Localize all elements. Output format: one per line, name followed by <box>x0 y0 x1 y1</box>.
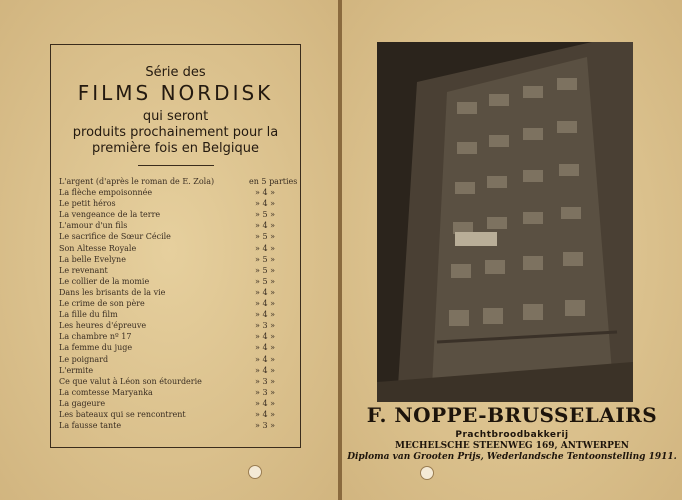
firm-diploma: Diploma van Grooten Prijs, Wederlandsche Tentoonstelling 1911. <box>347 452 677 462</box>
film-title: Les bateaux qui se rencontrent <box>59 409 186 419</box>
punch-hole <box>248 465 262 479</box>
film-title: L'ermite <box>59 365 94 375</box>
film-title: L'argent (d'après le roman de E. Zola) <box>59 177 215 186</box>
film-parts: » 3 » <box>255 387 275 397</box>
film-list <box>59 176 298 431</box>
film-parts: » 4 » <box>255 299 275 309</box>
film-row <box>59 420 295 431</box>
film-parts: » 4 » <box>255 243 275 253</box>
film-title: La chambre nº 17 <box>59 332 132 342</box>
film-title: Le revenant <box>59 265 108 275</box>
film-row <box>59 220 295 231</box>
film-parts: » 4 » <box>255 343 275 353</box>
film-row <box>59 376 295 387</box>
film-parts: » 4 » <box>255 365 275 375</box>
film-title: Ce que valut à Léon son étourderie <box>59 376 202 386</box>
bakery-building-photo <box>377 42 633 402</box>
film-parts: » 5 » <box>255 210 275 220</box>
film-title: La belle Evelyne <box>59 254 126 264</box>
film-row <box>59 409 295 420</box>
firm-name: F. NOPPE-BRUSSELAIRS <box>366 403 658 427</box>
left-page <box>0 0 338 500</box>
film-title: L'amour d'un fils <box>59 221 128 231</box>
film-row <box>59 342 295 353</box>
film-parts: » 4 » <box>255 409 275 419</box>
film-parts: » 5 » <box>255 276 275 286</box>
film-row <box>59 331 295 342</box>
film-title: La fausse tante <box>59 421 122 431</box>
film-parts: » 4 » <box>255 287 275 297</box>
film-title: Son Altesse Royale <box>59 243 137 253</box>
film-title: Les heures d'épreuve <box>59 321 147 331</box>
film-row <box>59 354 295 365</box>
film-parts: » 5 » <box>255 265 275 275</box>
film-title: Dans les brisants de la vie <box>59 287 166 297</box>
film-parts: » 5 » <box>255 254 275 264</box>
film-row <box>59 209 295 220</box>
film-title: La fille du film <box>59 310 118 320</box>
film-title: Le poignard <box>59 354 109 364</box>
film-title: La vengeance de la terre <box>59 210 161 220</box>
punch-hole <box>420 466 434 480</box>
film-parts: en 5 parties <box>249 177 298 186</box>
film-row <box>59 365 295 376</box>
film-list-frame <box>50 44 301 448</box>
film-title: Le sacrifice de Sœur Cécile <box>59 232 171 242</box>
building-illustration <box>377 42 633 402</box>
heading-line-2: produits prochainement pour la <box>72 125 279 140</box>
film-row <box>59 298 295 309</box>
film-parts: » 3 » <box>255 376 275 386</box>
film-parts: » 3 » <box>255 321 275 331</box>
film-title: La comtesse Maryanka <box>59 387 153 397</box>
film-parts: » 4 » <box>255 398 275 408</box>
film-row <box>59 320 295 331</box>
heading-films-nordisk: FILMS NORDISK <box>77 81 274 105</box>
film-row <box>59 287 295 298</box>
firm-address: MECHELSCHE STEENWEG 169, ANTWERPEN <box>394 441 630 451</box>
film-row <box>59 243 295 254</box>
film-row <box>59 309 295 320</box>
film-title: La gageure <box>59 398 106 408</box>
film-title: La femme du juge <box>59 343 133 353</box>
heading-divider <box>138 165 214 166</box>
firm-trade: Prachtbroodbakkerij <box>455 430 569 440</box>
film-row <box>59 254 295 265</box>
film-parts: » 4 » <box>255 188 275 198</box>
film-parts: » 4 » <box>255 221 275 231</box>
film-row <box>59 276 295 287</box>
film-title: Le petit héros <box>59 199 116 209</box>
film-title: Le collier de la momie <box>59 276 150 286</box>
film-row <box>59 187 295 198</box>
film-row <box>59 176 298 187</box>
heading-line-1: qui seront <box>142 109 209 124</box>
film-row <box>59 198 295 209</box>
heading-serie: Série des <box>145 65 206 80</box>
heading-line-3: première fois en Belgique <box>91 141 260 156</box>
film-row <box>59 231 295 242</box>
film-parts: » 3 » <box>255 421 275 431</box>
film-parts: » 4 » <box>255 332 275 342</box>
film-row <box>59 265 295 276</box>
film-parts: » 4 » <box>255 199 275 209</box>
film-row <box>59 398 295 409</box>
film-parts: » 5 » <box>255 232 275 242</box>
film-title: Le crime de son père <box>59 299 145 309</box>
film-row <box>59 387 295 398</box>
film-title: La flèche empoisonnée <box>59 188 153 198</box>
film-parts: » 4 » <box>255 310 275 320</box>
film-parts: » 4 » <box>255 354 275 364</box>
